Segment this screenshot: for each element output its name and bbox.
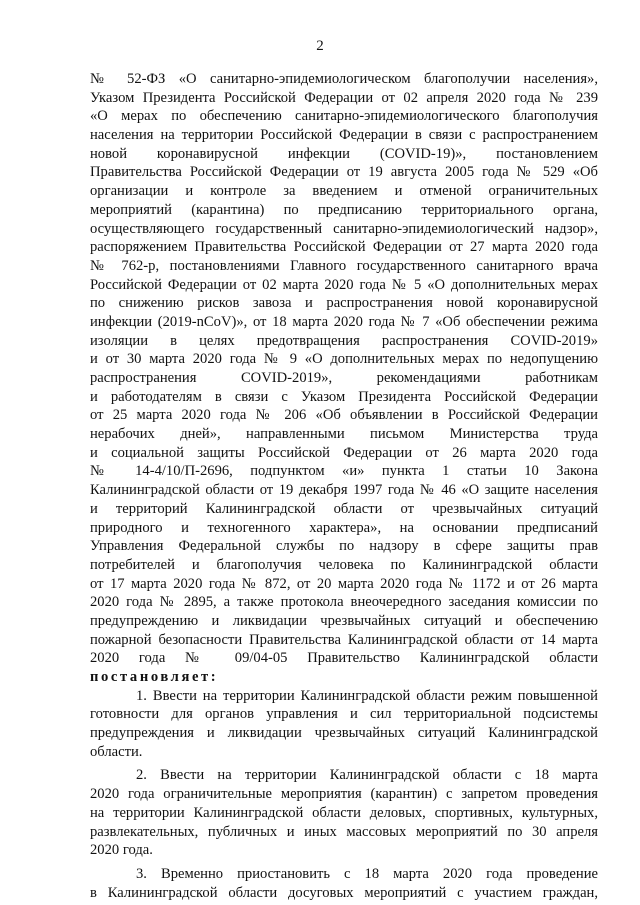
text-line: Российской Федерации от 02 марта 2020 года № 5 «О дополнительных мерах [90, 276, 598, 293]
text-line: 3. Временно приостановить с 18 марта 2020 года проведение [136, 865, 598, 882]
text-line: «О мерах по обеспечению санитарно-эпидемиологического благополучия [90, 108, 598, 125]
preamble-paragraph [90, 70, 598, 687]
text-line: населения на территории Российской Федерации в связи с распространением [90, 127, 598, 144]
text-line: 1. Ввести на территории Калининградской области режим повышенной [136, 687, 598, 704]
text-line: пожарной безопасности Правительства Калининградской области от 14 марта [90, 631, 598, 648]
text-line: мероприятий (карантина) по предписанию территориального органа, [90, 201, 598, 218]
text-line: на территории Калининградской области деловых, спортивных, культурных, [90, 804, 598, 821]
text-line: предупреждению и ликвидации чрезвычайных ситуаций и обеспечению [90, 612, 598, 629]
text-line: 2020 года № 2895, а также протокола внеочередного заседания комиссии по [90, 594, 598, 611]
text-line: новой коронавирусной инфекции (COVID-19)», постановлением [90, 145, 598, 162]
text-line: и работодателям в связи с Указом Президента Российской Федерации [90, 388, 598, 405]
text-line: в Калининградской области досуговых мероприятий с участием граждан, [90, 884, 598, 901]
item-2-paragraph [90, 766, 598, 859]
text-line: готовности для органов управления и сил территориальной подсистемы [90, 706, 598, 723]
item-3-paragraph [90, 865, 598, 902]
page-number: 2 [316, 38, 324, 54]
text-line: инфекции (2019-nCoV)», от 18 марта 2020 года № 7 «Об обеспечении режима [90, 313, 598, 330]
text-line: осуществляющего государственный санитарно-эпидемиологический надзор», [90, 220, 598, 237]
text-line: № 762-р, постановлениями Главного государственного санитарного врача [90, 257, 598, 274]
text-line: Калининградской области от 19 декабря 1997 года № 46 «О защите населения [90, 482, 598, 499]
text-line: № 52-ФЗ «О санитарно-эпидемиологическом благополучии населения», [90, 71, 598, 87]
text-line: 2. Ввести на территории Калининградской области с 18 марта [136, 767, 598, 784]
text-line: изоляции в целях предотвращения распространения COVID-2019» [90, 332, 598, 349]
text-line: по снижению рисков завоза и распространения новой коронавирусной [90, 295, 598, 312]
text-line: 2020 года № 09/04-05 Правительство Калининградской области [90, 650, 598, 667]
text-line: 2020 года ограничительные мероприятия (карантин) с запретом проведения [90, 786, 598, 803]
item-1-paragraph [90, 687, 598, 762]
text-line: Правительства Российской Федерации от 19 августа 2005 года № 529 «Об [90, 164, 598, 181]
text-line: и от 30 марта 2020 года № 9 «О дополнительных мерах по недопущению [90, 351, 598, 368]
text-line: развлекательных, публичных и иных массовых мероприятий по 30 апреля [90, 823, 598, 840]
text-line: природного и техногенного характера», на основании предписаний [90, 519, 598, 536]
text-line: и социальной защиты Российской Федерации от 26 марта 2020 года [90, 444, 598, 461]
text-line: потребителей и благополучия человека по Калининградской области [90, 556, 598, 573]
text-line: нерабочих дней», направленными письмом Министерства труда [90, 426, 598, 443]
text-line: организации и контроле за введением и отменой ограничительных [90, 183, 598, 200]
resolves-heading: постановляет: [90, 669, 219, 685]
text-line: 2020 года. [90, 842, 153, 859]
text-line: от 25 марта 2020 года № 206 «Об объявлении в Российской Федерации [90, 407, 598, 424]
text-line: Указом Президента Российской Федерации от 02 апреля 2020 года № 239 [90, 89, 598, 106]
text-line: и территорий Калининградской области от чрезвычайных ситуаций [90, 500, 598, 517]
text-line: распространения COVID-2019», рекомендациями работникам [90, 370, 598, 386]
text-line: от 17 марта 2020 года № 872, от 20 марта 2020 года № 1172 и от 26 марта [90, 575, 598, 592]
text-line: № 14-4/10/П-2696, подпунктом «и» пункта 1 статьи 10 Закона [90, 463, 598, 480]
document-body [90, 70, 598, 902]
text-line: распоряжением Правительства Российской Федерации от 27 марта 2020 года [90, 239, 598, 256]
text-line: Управления Федеральной службы по надзору в сфере защиты прав [90, 538, 598, 555]
text-line: предупреждения и ликвидации чрезвычайных ситуаций Калининградской [90, 725, 598, 742]
text-line: области. [90, 743, 143, 760]
